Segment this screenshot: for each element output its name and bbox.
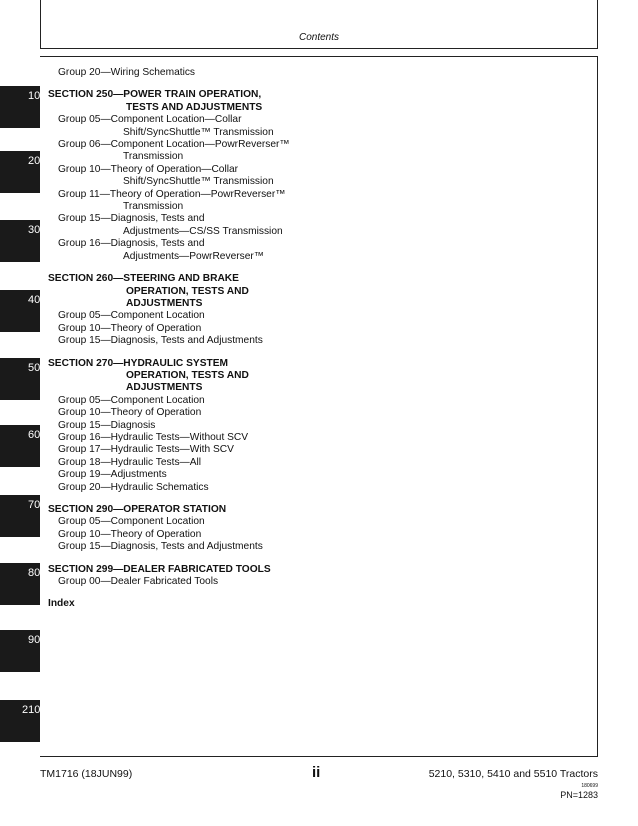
toc-group-title: Group 10—Theory of Operation—Collar [58, 163, 239, 175]
footer-pn: PN=1283 [560, 790, 598, 800]
toc-section-title-cont: ADJUSTMENTS [126, 382, 203, 394]
section-tab-label: 30 [28, 224, 41, 236]
page-header-title: Contents [298, 32, 340, 43]
toc-group-title-cont: Shift/SyncShuttle™ Transmission [123, 176, 274, 188]
section-tab-10[interactable] [0, 86, 40, 128]
section-tab-label: 50 [28, 362, 41, 374]
toc-section-title-cont: OPERATION, TESTS AND [126, 285, 249, 297]
toc-group-title-cont: Adjustments—PowrReverser™ [123, 250, 264, 262]
toc-section-title-cont: ADJUSTMENTS [126, 297, 203, 309]
toc-group-entry [48, 444, 588, 456]
table-of-contents [48, 67, 588, 611]
toc-group-title: Group 00—Dealer Fabricated Tools [58, 576, 219, 588]
toc-group-title: Group 10—Theory of Operation [58, 528, 202, 540]
toc-group-entry [48, 432, 588, 444]
body-top-rule [40, 56, 598, 57]
toc-group-title: Group 10—Theory of Operation [58, 322, 202, 334]
toc-group-title: Group 20—Hydraulic Schematics [58, 481, 209, 493]
toc-group-title: Group 16—Hydraulic Tests—Without SCV [58, 431, 249, 443]
toc-section-title: SECTION 290—OPERATOR STATION [48, 504, 227, 515]
section-tab-30[interactable] [0, 220, 40, 262]
toc-group-entry [48, 323, 588, 335]
toc-group-title: Group 05—Component Location—Collar [58, 114, 242, 126]
section-tab-80[interactable] [0, 563, 40, 605]
footer-page-number: ii [312, 764, 321, 781]
toc-group-entry [48, 164, 588, 189]
section-tab-label: 10 [28, 90, 41, 102]
toc-section [48, 564, 588, 576]
section-tab-label: 60 [28, 429, 41, 441]
body-right-rule [597, 56, 598, 756]
toc-group-title-cont: Shift/SyncShuttle™ Transmission [123, 126, 274, 138]
toc-group-title: Group 05—Component Location [58, 516, 205, 528]
toc-section-title: SECTION 299—DEALER FABRICATED TOOLS [48, 563, 271, 575]
toc-group-entry [48, 529, 588, 541]
toc-group-title: Group 05—Component Location [58, 394, 205, 406]
toc-group-title: Group 20—Wiring Schematics [58, 67, 196, 78]
toc-group-entry [48, 238, 588, 263]
toc-group-entry [48, 67, 588, 79]
toc-group-entry [48, 541, 588, 553]
footer-manual-id: TM1716 (18JUN99) [40, 768, 133, 780]
toc-group-entry [48, 469, 588, 481]
toc-group-entry [48, 420, 588, 432]
toc-group-title: Group 15—Diagnosis, Tests and [58, 213, 205, 225]
section-tab-label: 20 [28, 155, 41, 167]
toc-group-entry [48, 213, 588, 238]
toc-group-title-cont: Transmission [123, 201, 184, 213]
section-tab-label: 210 [22, 704, 41, 716]
toc-section-title: Index [48, 598, 75, 610]
header-rule [40, 48, 598, 49]
section-tab-label: 40 [28, 294, 41, 306]
toc-section-title-cont: TESTS AND ADJUSTMENTS [126, 101, 263, 113]
section-tab-60[interactable] [0, 425, 40, 467]
section-tab-70[interactable] [0, 495, 40, 537]
toc-group-title: Group 15—Diagnosis [58, 419, 156, 431]
toc-group-title: Group 05—Component Location [58, 310, 205, 322]
section-tab-label: 70 [28, 499, 41, 511]
toc-group-title: Group 10—Theory of Operation [58, 407, 202, 419]
toc-section [48, 89, 588, 114]
toc-section-title-cont: OPERATION, TESTS AND [126, 369, 249, 381]
section-tab-label: 90 [28, 634, 41, 646]
toc-group-entry [48, 457, 588, 469]
footer-rule [40, 756, 598, 757]
section-tab-210[interactable] [0, 700, 40, 742]
toc-group-title: Group 19—Adjustments [58, 469, 167, 481]
footer-date-code: 180699 [581, 783, 598, 789]
toc-group-title: Group 16—Diagnosis, Tests and [58, 238, 205, 250]
toc-section [48, 358, 588, 395]
toc-group-entry [48, 395, 588, 407]
toc-group-entry [48, 335, 588, 347]
section-tab-label: 80 [28, 567, 41, 579]
toc-group-entry [48, 139, 588, 164]
toc-group-entry [48, 576, 588, 588]
toc-group-title: Group 06—Component Location—PowrReverser™ [58, 139, 290, 151]
section-tab-50[interactable] [0, 358, 40, 400]
toc-group-title: Group 18—Hydraulic Tests—All [58, 456, 202, 468]
toc-group-title: Group 17—Hydraulic Tests—With SCV [58, 444, 234, 456]
toc-section-title: SECTION 270—HYDRAULIC SYSTEM [48, 357, 229, 369]
toc-group-title: Group 11—Theory of Operation—PowrReverser™ [58, 188, 286, 200]
section-tab-40[interactable] [0, 290, 40, 332]
toc-group-entry [48, 114, 588, 139]
toc-group-entry [48, 482, 588, 494]
section-tab-20[interactable] [0, 151, 40, 193]
toc-group-title: Group 15—Diagnosis, Tests and Adjustments [58, 541, 263, 553]
toc-section [48, 504, 588, 516]
toc-group-entry [48, 189, 588, 214]
section-tab-90[interactable] [0, 630, 40, 672]
toc-group-title-cont: Adjustments—CS/SS Transmission [123, 225, 283, 237]
toc-group-entry [48, 516, 588, 528]
toc-section-title: SECTION 260—STEERING AND BRAKE [48, 273, 239, 285]
toc-group-title: Group 15—Diagnosis, Tests and Adjustments [58, 335, 263, 347]
toc-section [48, 598, 588, 610]
toc-group-title-cont: Transmission [123, 151, 184, 163]
toc-group-entry [48, 407, 588, 419]
footer-model-list: 5210, 5310, 5410 and 5510 Tractors [428, 768, 598, 780]
toc-section [48, 273, 588, 310]
toc-section-title: SECTION 250—POWER TRAIN OPERATION, [48, 89, 262, 101]
toc-group-entry [48, 310, 588, 322]
